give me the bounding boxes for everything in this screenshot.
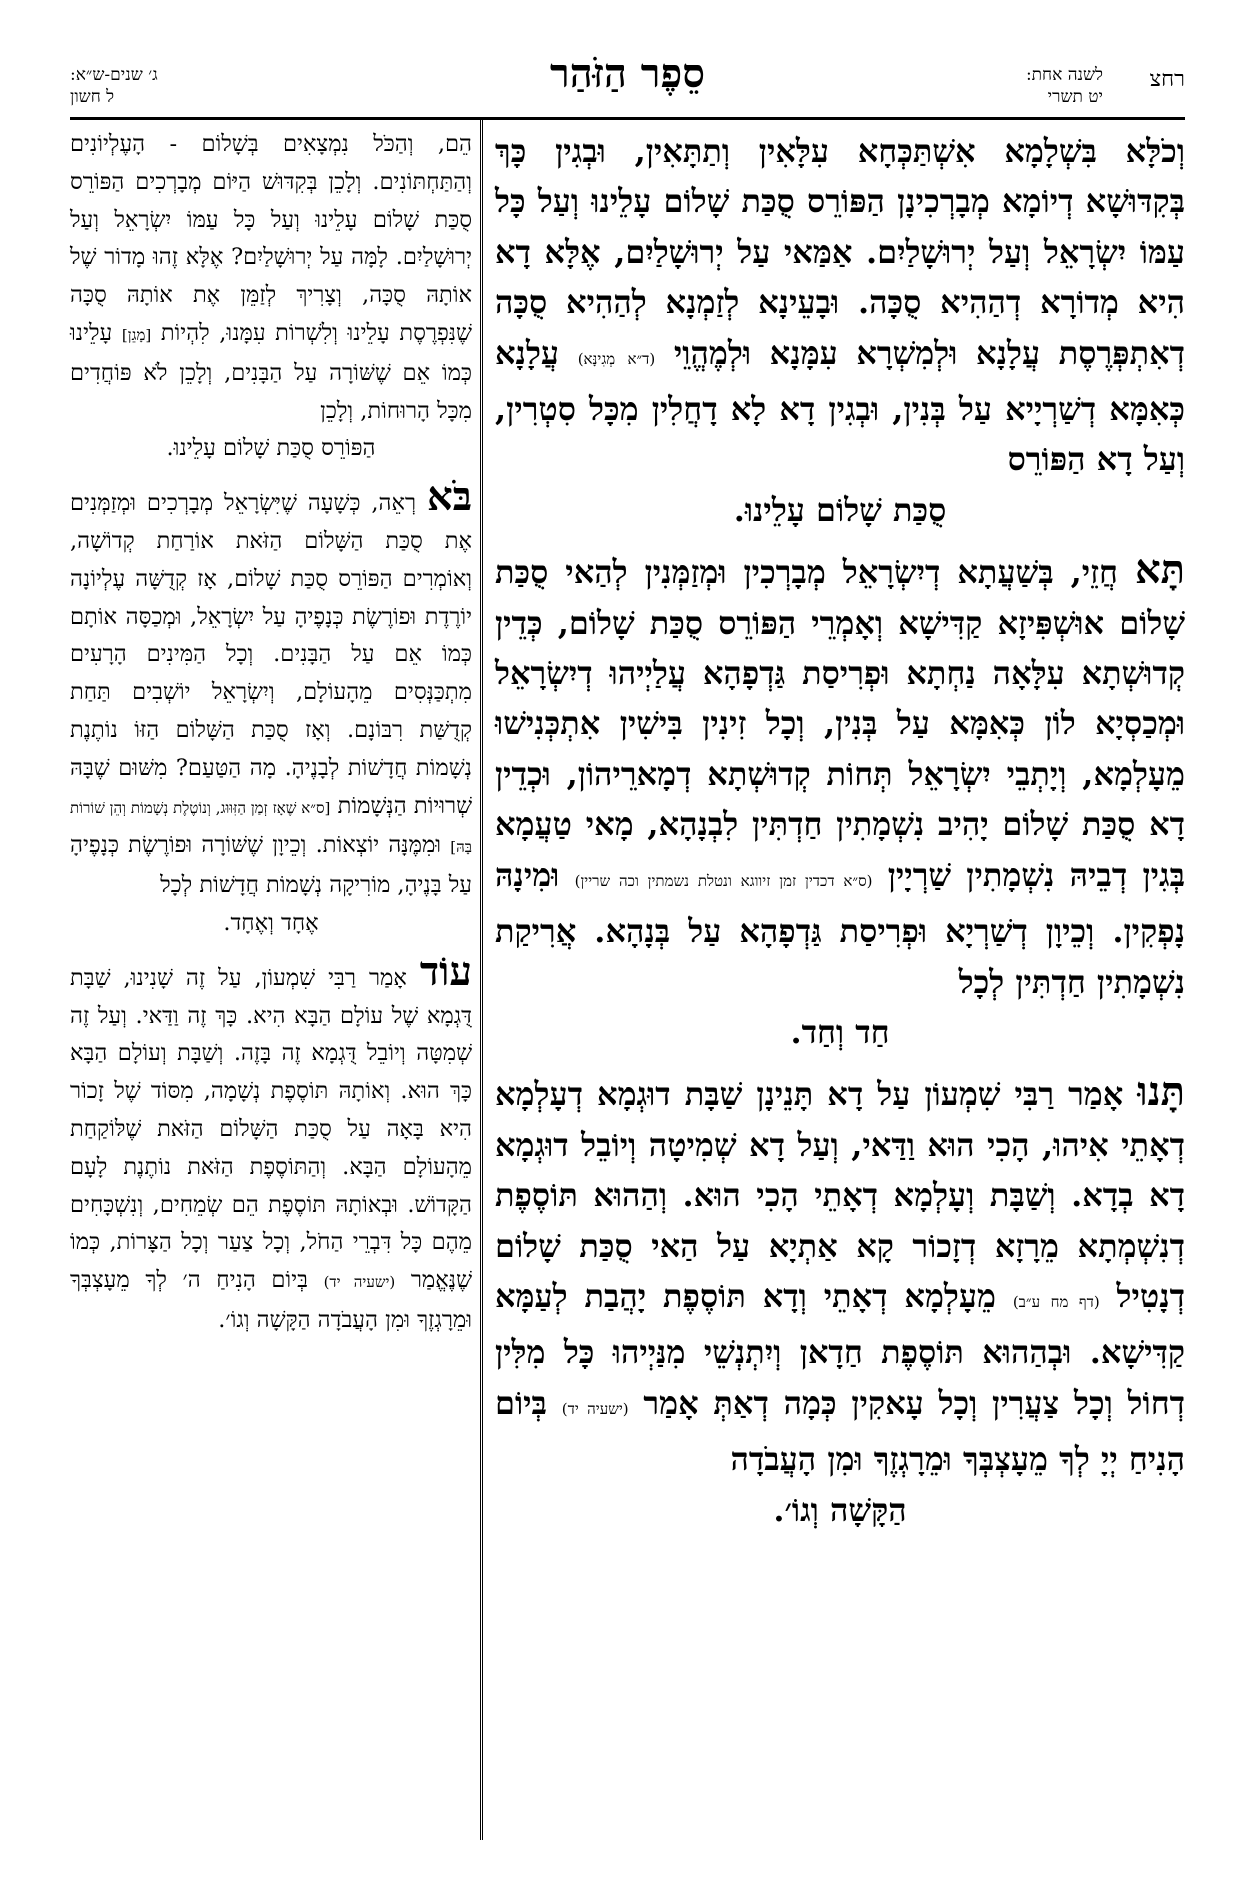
main-p1-text: וְכֹלָּא בִּשְׁלָמָא אִשְׁתַּכְּחָא עִלָּאִין וְתַתָּאִין, וּבְגִין כָּךְ בְּקִדּוּשָׁא דְיוֹמָא מְבָרְכִינָן הַפּוֹרֵס סֻכַּת שָׁלוֹם עָלֵינוּ וְעַל כָּל עַמּוֹ יִשְׂרָאֵל וְעַל יְרוּשָׁלַיִם. אַמַּאי עַל יְרוּשָׁלַיִם, אֶלָּא דָא הִיא מְדוֹרָא דְהַהִיא סֻכָּה. וּבָעֵינָא לְזַמְנָא לְהַהִיא סֻכָּה דְאִתְפְּרֶסֶת עֲלָנָא וּלְמִשְׁרָא עִמָּנָא וּלְמֶהֱוֵי — [495, 132, 1186, 372]
side-s3-text: אָמַר רַבִּי שִׁמְעוֹן, עַל זֶה שָׁנִינוּ, שַׁבָּת דֻּגְמָא שֶׁל עוֹלָם הַבָּא הִיא. כָּךְ זֶה וַדַּאי. וְעַל זֶה שְׁמִטָּה וְיוֹבֵל דֻּגְמָא זֶה בָּזֶה. וְשַׁבָּת וְעוֹלָם הַבָּא כָּךְ הוּא. וְאוֹתָהּ תּוֹסֶפֶת נְשָׁמָה, מִסּוֹד שֶׁל זָכוֹר הִיא בָּאָה עַל סֻכַּת הַשָּׁלוֹם הַזֹּאת שֶׁלּוֹקַחַת מֵהָעוֹלָם הַבָּא. וְהַתּוֹסֶפֶת הַזֹּאת נוֹתֶנֶת לָעָם הַקָּדוֹשׁ. וּבְאוֹתָהּ תּוֹסֶפֶת הֵם שְׂמֵחִים, וְנִשְׁכָּחִים מֵהֶם כָּל דִּבְרֵי הַחֹל, וְכָל צַעַר וְכָל הַצָּרוֹת, כְּמוֹ שֶׁנֶּאֱמַר — [70, 964, 473, 1294]
main-p3b-text: מֵעָלְמָא דְאָתֵי וְדָא תּוֹסֶפֶת יָהֲבַת לְעַמָּא קַדִּישָׁא. וּבְהַהוּא תּוֹסֶפֶת חַדָאן וְיִתְנְשֵׁי מִנַּיְיהוּ כָּל מִלִּין דְחוֹל וְכָל צַעֲרִין וְכָל עָאקִין כְּמָה דְאַתְּ אָמַר — [495, 1276, 1186, 1422]
side-s1-end: הַפּוֹרֵס סֻכַּת שָׁלוֹם עָלֵינוּ. — [166, 435, 376, 462]
main-p2-note: (ס״א דכדין זמן זיווגא ונטלת נשמתין וכה שריין) — [574, 871, 873, 890]
main-p2-end: חַד וְחַד. — [790, 1012, 890, 1051]
main-p3c-text: בְּיוֹם הָנִיחַ יְיָ לְךָ מֵעָצְבְּךָ וּמֵרָגְזֶךָ וּמִן הָעֲבֹדָה — [495, 1383, 1185, 1479]
side-s2-end: אֶחָד וְאֶחָד. — [223, 909, 319, 936]
header-right-line1: לשנה אחת: — [1025, 65, 1103, 85]
column-divider — [480, 120, 483, 1840]
page-header — [70, 50, 1185, 118]
header-rule — [70, 117, 1185, 120]
main-p2-first-word: תָּא — [1134, 546, 1186, 594]
main-p3-note2: (ישעיה יד) — [561, 1399, 629, 1418]
main-paragraph-2 — [495, 545, 1185, 1057]
side-s2-first-word: בֹּא — [427, 473, 472, 521]
main-p3-first-word: תָּנוּ — [1137, 1068, 1186, 1116]
main-p3-end: הַקָּשָׁה וְגוֹ׳. — [773, 1490, 907, 1529]
side-s2b-text: וּמִמֶּנָּה יוֹצְאוֹת. וְכֵיוָן שֶׁשּׁוֹרָה וּפוֹרֶשֶׂת כְּנָפֶיהָ עַל בָּנֶיהָ, מוֹרִיקָה נְשָׁמוֹת חֲדָשׁוֹת לְכָל — [70, 832, 472, 899]
header-right-line2: יט תשרי — [1047, 87, 1103, 107]
header-left-line1: ג׳ שנים-ש״א: — [70, 65, 158, 85]
aramaic-main-column — [495, 126, 1185, 1846]
main-p1-end: סֻכַּת שָׁלוֹם עָלֵינוּ. — [733, 490, 947, 529]
side-paragraph-1 — [70, 126, 472, 468]
header-left-line2: ל חשון — [70, 87, 115, 107]
main-paragraph-3 — [495, 1067, 1185, 1535]
side-s3-note: (ישעיה יד) — [323, 1273, 396, 1292]
side-paragraph-2 — [70, 473, 473, 943]
main-paragraph-1 — [495, 126, 1185, 535]
side-s2-note: [ס״א שֶׁאָז זְמַן הַזִּוּוּג, וְנוֹטֶלֶת נְשָׁמוֹת וְהֵן שׁוֹרוֹת בָּהּ] — [70, 798, 472, 857]
main-p3-text: אָמַר רַבִּי שִׁמְעוֹן עַל דָא תָּנֵינָן שַׁבָּת דוּגְמָא דְעָלְמָא דְאָתֵי אִיהוּ, הָכִי הוּא וַדַּאי, וְעַל דָא שְׁמִיטָה וְיוֹבֵל דוּגְמָא דָא בְדָא. וְשַׁבָּת וְעָלְמָא דְאָתֵי הָכִי הוּא. וְהַהוּא תּוֹסֶפֶת דְנִשְׁמְתָא מֵרָזָא דְזָכוֹר קָא אַתְיָא עַל הַאי סֻכַּת שָׁלוֹם דְנָטִיל — [495, 1075, 1186, 1315]
side-s3b-text: בְּיוֹם הָנִיחַ ה׳ לְךָ מֵעָצְבְּךָ וּמֵרָגְזֶךָ וּמִן הָעֲבֹדָה הַקָּשָׁה וְגוֹ׳. — [70, 1267, 472, 1333]
book-title: סֵפֶר הַזֹּהַר — [550, 50, 705, 97]
main-p1b-text: עֲלָנָא כְּאִמָּא דְשַׁרְיָיא עַל בְּנִין, וּבְגִין דָא לָא דָחֲלִין מִכָּל סִטְרִין, וְעַל דָא הַפּוֹרֵס — [495, 333, 1185, 479]
side-s2-text: רְאֵה, כְּשָׁעָה שֶׁיִּשְׂרָאֵל מְבָרְכִים וּמְזַמְּנִים אֶת סֻכַּת הַשָּׁלוֹם הַזֹּאת אוֹרַחַת קְדוֹשָׁה, וְאוֹמְרִים הַפּוֹרֵס סֻכַּת שָׁלוֹם, אָז קְדֻשָּׁה עֶלְיוֹנָה יוֹרֶדֶת וּפוֹרֶשֶׂת כְּנָפֶיהָ עַל יִשְׂרָאֵל, וּמְכַסָּה אוֹתָם כְּמוֹ אֵם עַל הַבָּנִים. וְכָל הַמִּינִים הָרָעִים מִתְכַּנְּסִים מֵהָעוֹלָם, וְיִשְׂרָאֵל יוֹשְׁבִים תַּחַת קְדֻשַּׁת רִבּוֹנָם. וְאָז סֻכַּת הַשָּׁלוֹם הַזּוֹ נוֹתֶנֶת נְשָׁמוֹת חֲדָשׁוֹת לְבָנֶיהָ. מָה הַטַּעַם? מִשּׁוּם שֶׁבָּהּ שְׁרוּיוֹת הַנְּשָׁמוֹת — [70, 490, 473, 819]
header-left-block — [70, 64, 158, 108]
side-s1-note: [מָגֵן] — [121, 325, 152, 344]
side-s1b-text: עָלֵינוּ כְּמוֹ אֵם שֶׁשּׁוֹרָה עַל הַבָּנִים, וְלָכֵן לֹא פּוֹחֲדִים מִכָּל הָרוּחוֹת, וְלָכֵן — [70, 319, 472, 424]
main-p3-note: (דף מח ע״ב) — [1012, 1292, 1100, 1311]
side-paragraph-3 — [70, 947, 473, 1340]
main-p2b-text: וּמִינָהּ נָפְקִין. וְכֵיוָן דְשַׁרְיָא וּפְרִיסַת גַּדְפָהָא עַל בְּנָהָא. אֲרִיקַת נִשְׁמָתִין חַדְתִּין לְכָל — [495, 855, 1185, 1001]
main-p1-note: (ד״א מְגִינָּא) — [577, 349, 656, 368]
hebrew-translation-column — [70, 126, 472, 1846]
page-number-label: רחצ — [1149, 67, 1185, 92]
main-p2-text: חֲזֵי, בְּשַׁעֲתָא דְיִשְׂרָאֵל מְבָרְכִין וּמְזַמְּנִין לְהַאי סֻכַּת שָׁלוֹם אוּשְׁפִּיזָא קַדִּישָׁא וְאָמְרֵי הַפּוֹרֵס סֻכַּת שָׁלוֹם, כְּדֵין קְדוּשְׁתָא עִלָּאָה נַחְתָא וּפְרִיסַת גַּדְפָהָא עֲלַיְיהוּ דְיִשְׂרָאֵל וּמְכַסְיָא לוֹן כְּאִמָּא עַל בְּנִין, וְכָל זִינִין בִּישִׁין אִתְכְּנִישׁוּ מֵעָלְמָא, וְיָתְבֵי יִשְׂרָאֵל תְּחוֹת קְדוּשְׁתָא דְמָארֵיהוֹן, וּכְדֵין דָא סֻכַּת שָׁלוֹם יָהִיב נִשְׁמָתִין חַדְתִּין לִבְנָהָא, מָאי טַעֲמָא בְּגִין דְבֵיהּ נִשְׁמָתִין שַׁרְיָין — [495, 553, 1186, 894]
side-s1-text: הֵם, וְהַכֹּל נִמְצָאִים בְּשָׁלוֹם - הָעֶלְיוֹנִים וְהַתַּחְתּוֹנִים. וְלָכֵן בְּקִדּוּשׁ הַיּוֹם מְבָרְכִים הַפּוֹרֵס סֻכַּת שָׁלוֹם עָלֵינוּ וְעַל כָּל עַמּוֹ יִשְׂרָאֵל וְעַל יְרוּשָׁלַיִם. לָמָּה עַל יְרוּשָׁלַיִם? אֶלָּא זֶהוּ מָדוֹר שֶׁל אוֹתָהּ סֻכָּה, וְצָרִיךְ לְזַמֵּן אֶת אוֹתָהּ סֻכָּה שֶׁנִּפְרֶסֶת עָלֵינוּ וְלִשְׁרוֹת עִמָּנוּ, לִהְיוֹת — [70, 131, 472, 346]
side-s3-first-word: עוֹד — [419, 947, 472, 995]
